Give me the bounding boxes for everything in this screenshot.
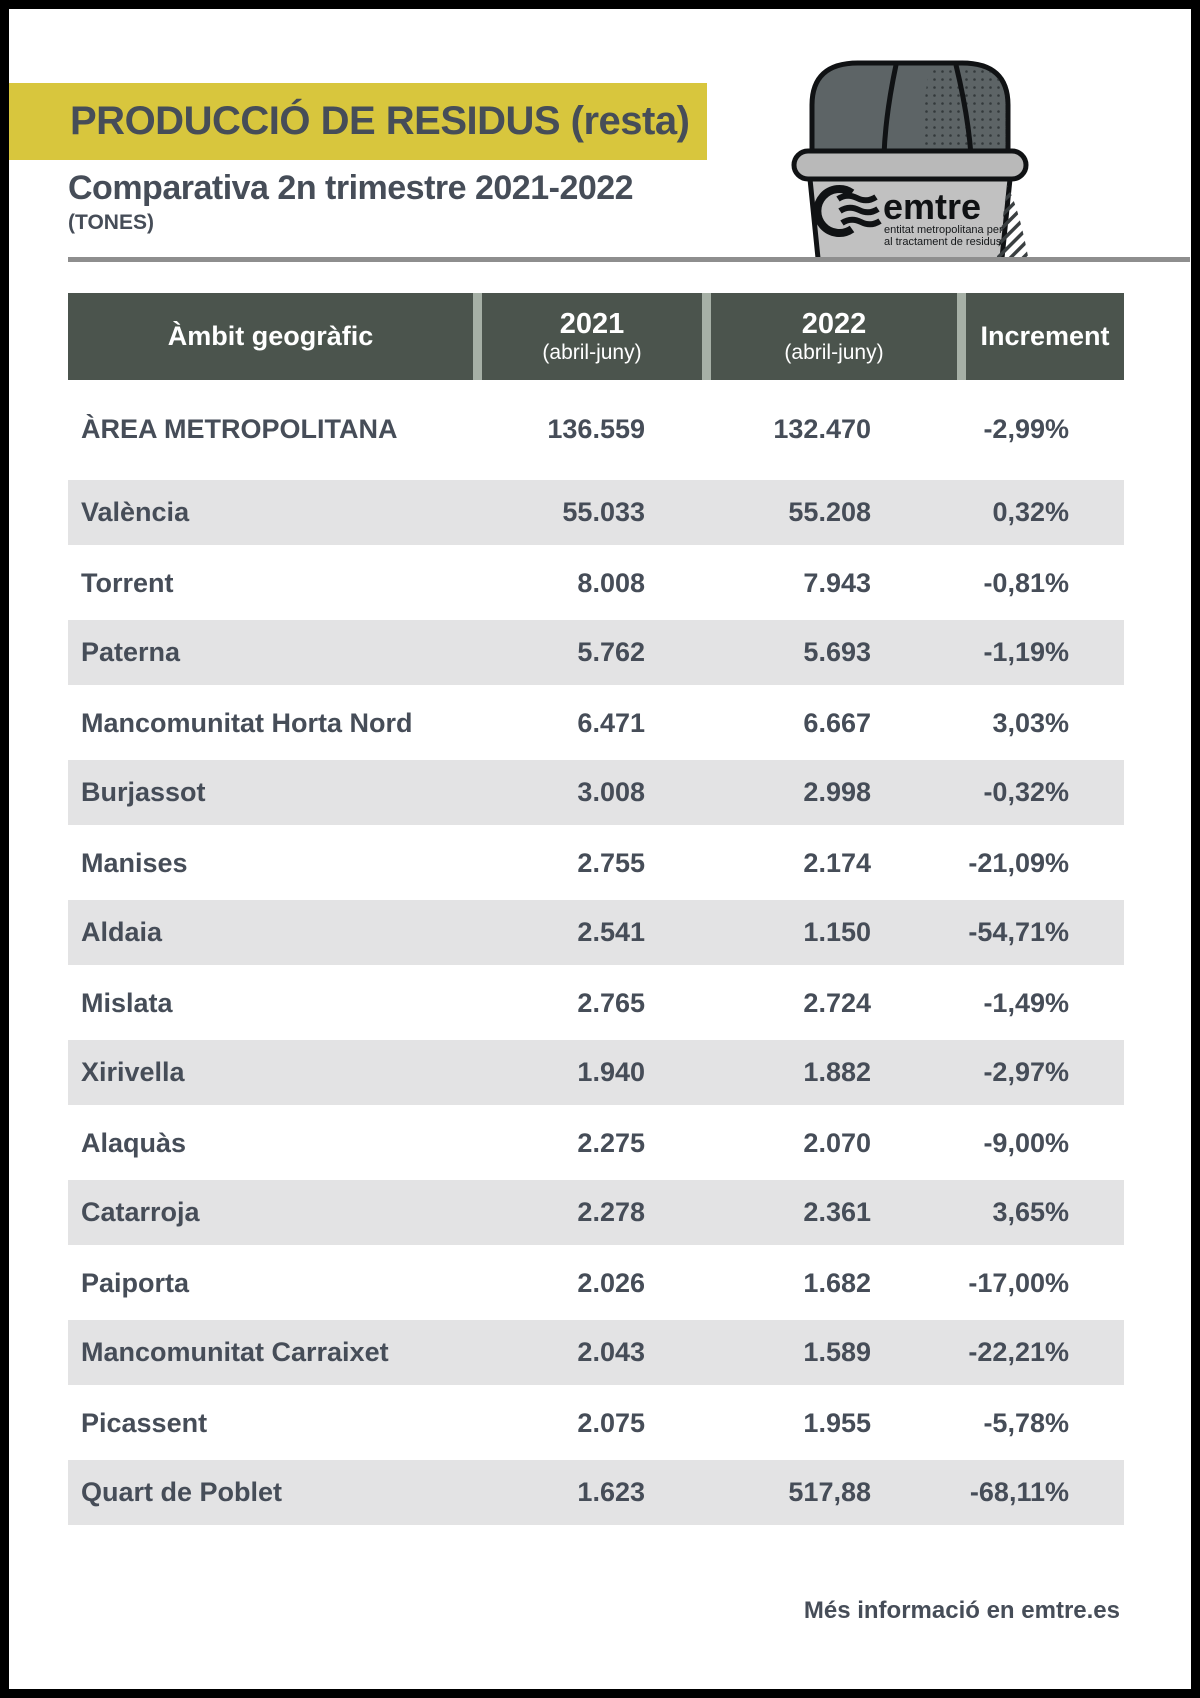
- value-2021-cell: 2.755: [577, 847, 645, 878]
- increment-cell: -0,32%: [983, 777, 1069, 807]
- comparison-table: [68, 293, 1124, 1507]
- value-2021-cell: 2.026: [577, 1267, 645, 1298]
- table-row: [68, 828, 1124, 898]
- area-cell: ÀREA METROPOLITANA: [81, 413, 398, 444]
- table-row: [68, 688, 1124, 758]
- table-row: [68, 1388, 1124, 1458]
- header-cell-2021: [482, 293, 702, 380]
- page-subtitle: Comparativa 2n trimestre 2021-2022: [68, 169, 634, 207]
- table-row: [68, 758, 1124, 828]
- area-cell: València: [81, 497, 190, 527]
- header-label-2021: 2021: [559, 307, 625, 340]
- increment-cell: -17,00%: [968, 1267, 1069, 1298]
- table-row: [68, 1178, 1124, 1248]
- value-2022-cell: 1.882: [803, 1057, 871, 1087]
- increment-cell: 3,03%: [992, 707, 1069, 738]
- value-2022-cell: 7.943: [803, 567, 871, 598]
- logo-tagline-2: al tractament de residus: [884, 236, 1002, 248]
- value-2021-cell: 5.762: [577, 637, 645, 667]
- value-2021-cell: 2.541: [577, 917, 645, 947]
- table-header-row: [68, 293, 1124, 380]
- table-row: [68, 968, 1124, 1038]
- increment-cell: -9,00%: [983, 1127, 1069, 1158]
- value-2022-cell: 1.682: [803, 1267, 871, 1298]
- table-body: [68, 380, 1124, 1528]
- value-2021-cell: 2.765: [577, 987, 645, 1018]
- increment-cell: 0,32%: [992, 497, 1069, 527]
- area-cell: Paiporta: [81, 1267, 190, 1298]
- table-row: [68, 1318, 1124, 1388]
- area-cell: Aldaia: [81, 917, 163, 947]
- header-separator: [957, 293, 966, 380]
- increment-cell: -21,09%: [968, 847, 1069, 878]
- area-cell: Mislata: [81, 987, 173, 1018]
- unit-label: (TONES): [68, 211, 154, 234]
- value-2022-cell: 2.724: [803, 987, 871, 1018]
- header-sublabel-2022: (abril-juny): [784, 341, 884, 365]
- value-2022-cell: 517,88: [788, 1477, 871, 1507]
- area-cell: Quart de Poblet: [81, 1477, 283, 1507]
- header-separator: [473, 293, 482, 380]
- value-2022-cell: 5.693: [803, 637, 871, 667]
- value-2021-cell: 8.008: [577, 567, 645, 598]
- title-banner: [9, 83, 707, 160]
- value-2022-cell: 6.667: [803, 707, 871, 738]
- table-row: [68, 898, 1124, 968]
- increment-cell: -2,99%: [983, 413, 1069, 444]
- value-2022-cell: 2.174: [803, 847, 871, 878]
- value-2021-cell: 136.559: [547, 413, 645, 444]
- value-2021-cell: 2.075: [577, 1407, 645, 1438]
- header-cell-increment: [966, 293, 1124, 380]
- table-row: [68, 1248, 1124, 1318]
- increment-cell: -22,21%: [968, 1337, 1069, 1367]
- increment-cell: -1,19%: [983, 637, 1069, 667]
- logo-tagline-1: entitat metropolitana per: [884, 224, 1003, 236]
- value-2022-cell: 2.361: [803, 1197, 871, 1227]
- value-2021-cell: 1.940: [577, 1057, 645, 1087]
- increment-cell: -0,81%: [983, 567, 1069, 598]
- table-row: [68, 380, 1124, 478]
- increment-cell: -2,97%: [983, 1057, 1069, 1087]
- trash-bin-illustration: [780, 53, 1040, 257]
- area-cell: Manises: [81, 847, 188, 878]
- area-cell: Paterna: [81, 637, 181, 667]
- table-row: [68, 548, 1124, 618]
- increment-cell: -54,71%: [968, 917, 1069, 947]
- value-2021-cell: 2.043: [577, 1337, 645, 1367]
- table-row: [68, 618, 1124, 688]
- value-2021-cell: 1.623: [577, 1477, 645, 1507]
- header-label-2022: 2022: [801, 307, 867, 340]
- header-label-area: Àmbit geogràfic: [167, 321, 374, 352]
- table-row: [68, 1458, 1124, 1528]
- area-cell: Picassent: [81, 1407, 208, 1438]
- table-row: [68, 478, 1124, 548]
- increment-cell: -5,78%: [983, 1407, 1069, 1438]
- header-sublabel-2021: (abril-juny): [542, 341, 642, 365]
- logo-brand-text: emtre: [883, 186, 982, 227]
- area-cell: Alaquàs: [81, 1127, 187, 1158]
- divider-rule: [68, 257, 1190, 262]
- area-cell: Xirivella: [81, 1057, 185, 1087]
- value-2022-cell: 55.208: [788, 497, 871, 527]
- area-cell: Torrent: [81, 567, 174, 598]
- value-2021-cell: 2.275: [577, 1127, 645, 1158]
- increment-cell: -68,11%: [969, 1477, 1069, 1507]
- value-2021-cell: 55.033: [562, 497, 645, 527]
- header-cell-area: [68, 293, 473, 380]
- value-2021-cell: 3.008: [577, 777, 645, 807]
- table-row: [68, 1108, 1124, 1178]
- value-2021-cell: 6.471: [577, 707, 645, 738]
- value-2022-cell: 1.150: [803, 917, 871, 947]
- header-cell-2022: [711, 293, 957, 380]
- value-2022-cell: 132.470: [773, 413, 871, 444]
- area-cell: Mancomunitat Carraixet: [81, 1337, 389, 1367]
- area-cell: Burjassot: [81, 777, 206, 807]
- header-separator: [702, 293, 711, 380]
- value-2022-cell: 2.070: [803, 1127, 871, 1158]
- page-title: PRODUCCIÓ DE RESIDUS (resta): [70, 99, 690, 143]
- table-row: [68, 1038, 1124, 1108]
- value-2022-cell: 2.998: [803, 777, 871, 807]
- value-2022-cell: 1.955: [803, 1407, 871, 1438]
- area-cell: Mancomunitat Horta Nord: [81, 707, 413, 738]
- value-2021-cell: 2.278: [577, 1197, 645, 1227]
- area-cell: Catarroja: [81, 1197, 200, 1227]
- increment-cell: -1,49%: [983, 987, 1069, 1018]
- trash-bin-icon: [780, 53, 1040, 257]
- footer-note: Més informació en emtre.es: [803, 1597, 1120, 1624]
- increment-cell: 3,65%: [992, 1197, 1069, 1227]
- value-2022-cell: 1.589: [803, 1337, 871, 1367]
- header-label-increment: Increment: [980, 321, 1110, 352]
